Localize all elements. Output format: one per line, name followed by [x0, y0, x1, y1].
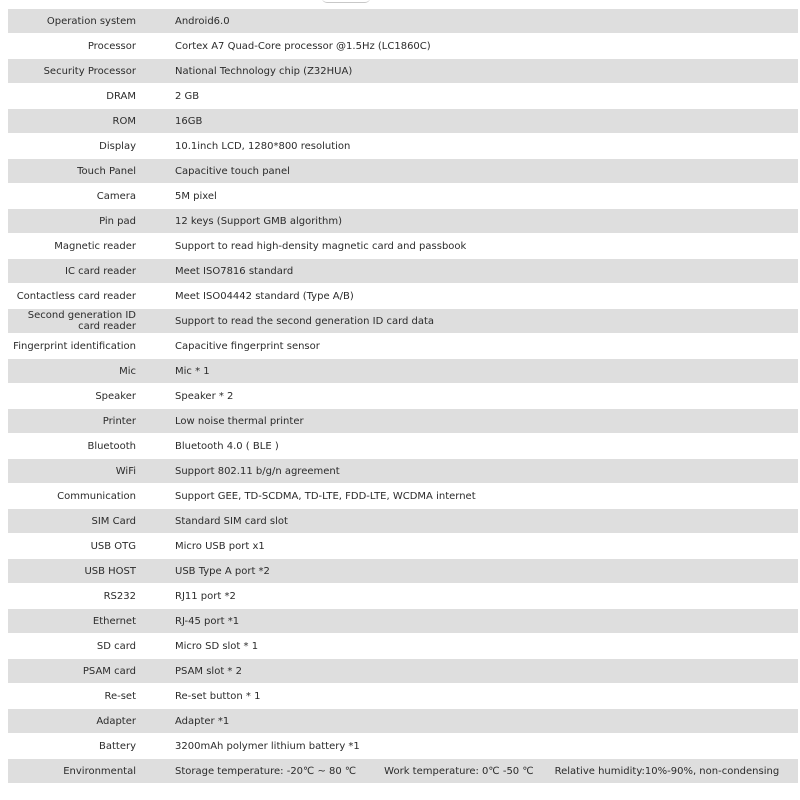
- spec-value: [175, 766, 779, 777]
- relative-humidity: Relative humidity:10%-90%, non-condensing: [554, 765, 780, 777]
- decorative-arc: [322, 0, 370, 3]
- spec-row: [8, 734, 798, 759]
- spec-label: Communication: [57, 491, 136, 502]
- spec-value: Bluetooth 4.0 ( BLE ): [175, 441, 279, 452]
- spec-value: Micro USB port x1: [175, 541, 265, 552]
- spec-value: Cortex A7 Quad-Core processor @1.5Hz (LC1860C): [175, 41, 431, 52]
- spec-label: Battery: [98, 741, 136, 752]
- spec-row: [8, 684, 798, 709]
- spec-label: WiFi: [115, 465, 136, 477]
- spec-label: Bluetooth: [87, 441, 136, 452]
- work-temperature: Work temperature: 0℃ -50 ℃: [384, 765, 534, 777]
- spec-value: Standard SIM card slot: [175, 515, 288, 527]
- spec-row: [8, 609, 798, 634]
- spec-value: Meet ISO7816 standard: [175, 265, 294, 277]
- spec-value: Support GEE, TD-SCDMA, TD-LTE, FDD-LTE, WCDMA internet: [175, 491, 476, 502]
- spec-row: [8, 634, 798, 659]
- spec-label: IC card reader: [65, 265, 136, 277]
- spec-label: Camera: [96, 191, 136, 202]
- spec-label: USB HOST: [84, 565, 136, 577]
- spec-label: Fingerprint identification: [13, 341, 136, 352]
- spec-label: Adapter: [96, 715, 136, 727]
- spec-label: ROM: [112, 115, 136, 127]
- spec-label: Contactless card reader: [16, 291, 136, 302]
- spec-row: [8, 59, 798, 84]
- spec-row: [8, 584, 798, 609]
- spec-row: [8, 459, 798, 484]
- spec-value: Adapter *1: [175, 715, 230, 727]
- spec-label: Speaker: [95, 391, 136, 402]
- spec-value: 3200mAh polymer lithium battery *1: [175, 741, 360, 752]
- spec-row: [8, 84, 798, 109]
- spec-row: [8, 9, 798, 34]
- spec-row: [8, 384, 798, 409]
- spec-value: RJ11 port *2: [175, 591, 236, 602]
- spec-value: Capacitive touch panel: [175, 165, 290, 177]
- spec-value: 10.1inch LCD, 1280*800 resolution: [175, 141, 351, 152]
- spec-label: PSAM card: [82, 665, 136, 677]
- spec-label: DRAM: [106, 91, 136, 102]
- spec-label: Security Processor: [43, 65, 136, 77]
- spec-row: [8, 259, 798, 284]
- spec-row: [8, 334, 798, 359]
- spec-value: Capacitive fingerprint sensor: [175, 341, 320, 352]
- spec-label: Operation system: [46, 15, 136, 27]
- spec-value: Android6.0: [175, 15, 230, 27]
- spec-label: Processor: [87, 41, 136, 52]
- spec-value: USB Type A port *2: [175, 565, 270, 577]
- spec-row: [8, 284, 798, 309]
- spec-row: [8, 134, 798, 159]
- spec-label: Touch Panel: [77, 165, 136, 177]
- spec-label: Magnetic reader: [54, 241, 136, 252]
- spec-label: Second generation ID card reader: [27, 310, 136, 332]
- spec-value: Support 802.11 b/g/n agreement: [175, 465, 340, 477]
- spec-label: Pin pad: [99, 215, 136, 227]
- spec-label: Re-set: [104, 691, 136, 702]
- spec-row-environmental: [8, 759, 798, 784]
- spec-label: Ethernet: [92, 615, 136, 627]
- spec-row: [8, 534, 798, 559]
- spec-value: Support to read the second generation ID card data: [175, 315, 435, 327]
- spec-row: [8, 209, 798, 234]
- spec-value: Support to read high-density magnetic card and passbook: [175, 241, 467, 252]
- spec-value: Micro SD slot * 1: [175, 641, 259, 652]
- spec-row: [8, 184, 798, 209]
- spec-row: [8, 109, 798, 134]
- spec-value: Meet ISO04442 standard (Type A/B): [175, 291, 354, 302]
- spec-value: Low noise thermal printer: [175, 415, 304, 427]
- spec-value: 2 GB: [175, 91, 200, 102]
- spec-row: [8, 434, 798, 459]
- spec-row: [8, 509, 798, 534]
- spec-label: Printer: [102, 415, 136, 427]
- spec-row: [8, 359, 798, 384]
- spec-value: 12 keys (Support GMB algorithm): [175, 215, 342, 227]
- spec-label: SIM Card: [91, 515, 136, 527]
- spec-row: [8, 309, 798, 334]
- spec-value: PSAM slot * 2: [175, 665, 242, 677]
- spec-row: [8, 659, 798, 684]
- spec-value: Re-set button * 1: [175, 691, 261, 702]
- spec-value: 16GB: [175, 115, 203, 127]
- spec-value: RJ-45 port *1: [175, 615, 240, 627]
- spec-row: [8, 559, 798, 584]
- spec-value: 5M pixel: [175, 191, 217, 202]
- spec-row: [8, 159, 798, 184]
- spec-row: [8, 484, 798, 509]
- spec-row: [8, 34, 798, 59]
- spec-row: [8, 409, 798, 434]
- spec-value: Speaker * 2: [175, 391, 234, 402]
- spec-label: RS232: [103, 591, 136, 602]
- spec-row: [8, 234, 798, 259]
- spec-label: Environmental: [63, 765, 136, 777]
- spec-label: SD card: [96, 641, 136, 652]
- spec-value: Mic * 1: [175, 365, 210, 377]
- spec-label: USB OTG: [90, 541, 136, 552]
- spec-row: [8, 709, 798, 734]
- storage-temperature: Storage temperature: -20℃ ~ 80 ℃: [175, 765, 357, 777]
- spec-label: Display: [99, 141, 136, 152]
- spec-label: Mic: [119, 365, 136, 377]
- spec-value: National Technology chip (Z32HUA): [175, 65, 353, 77]
- spec-table: [8, 9, 798, 784]
